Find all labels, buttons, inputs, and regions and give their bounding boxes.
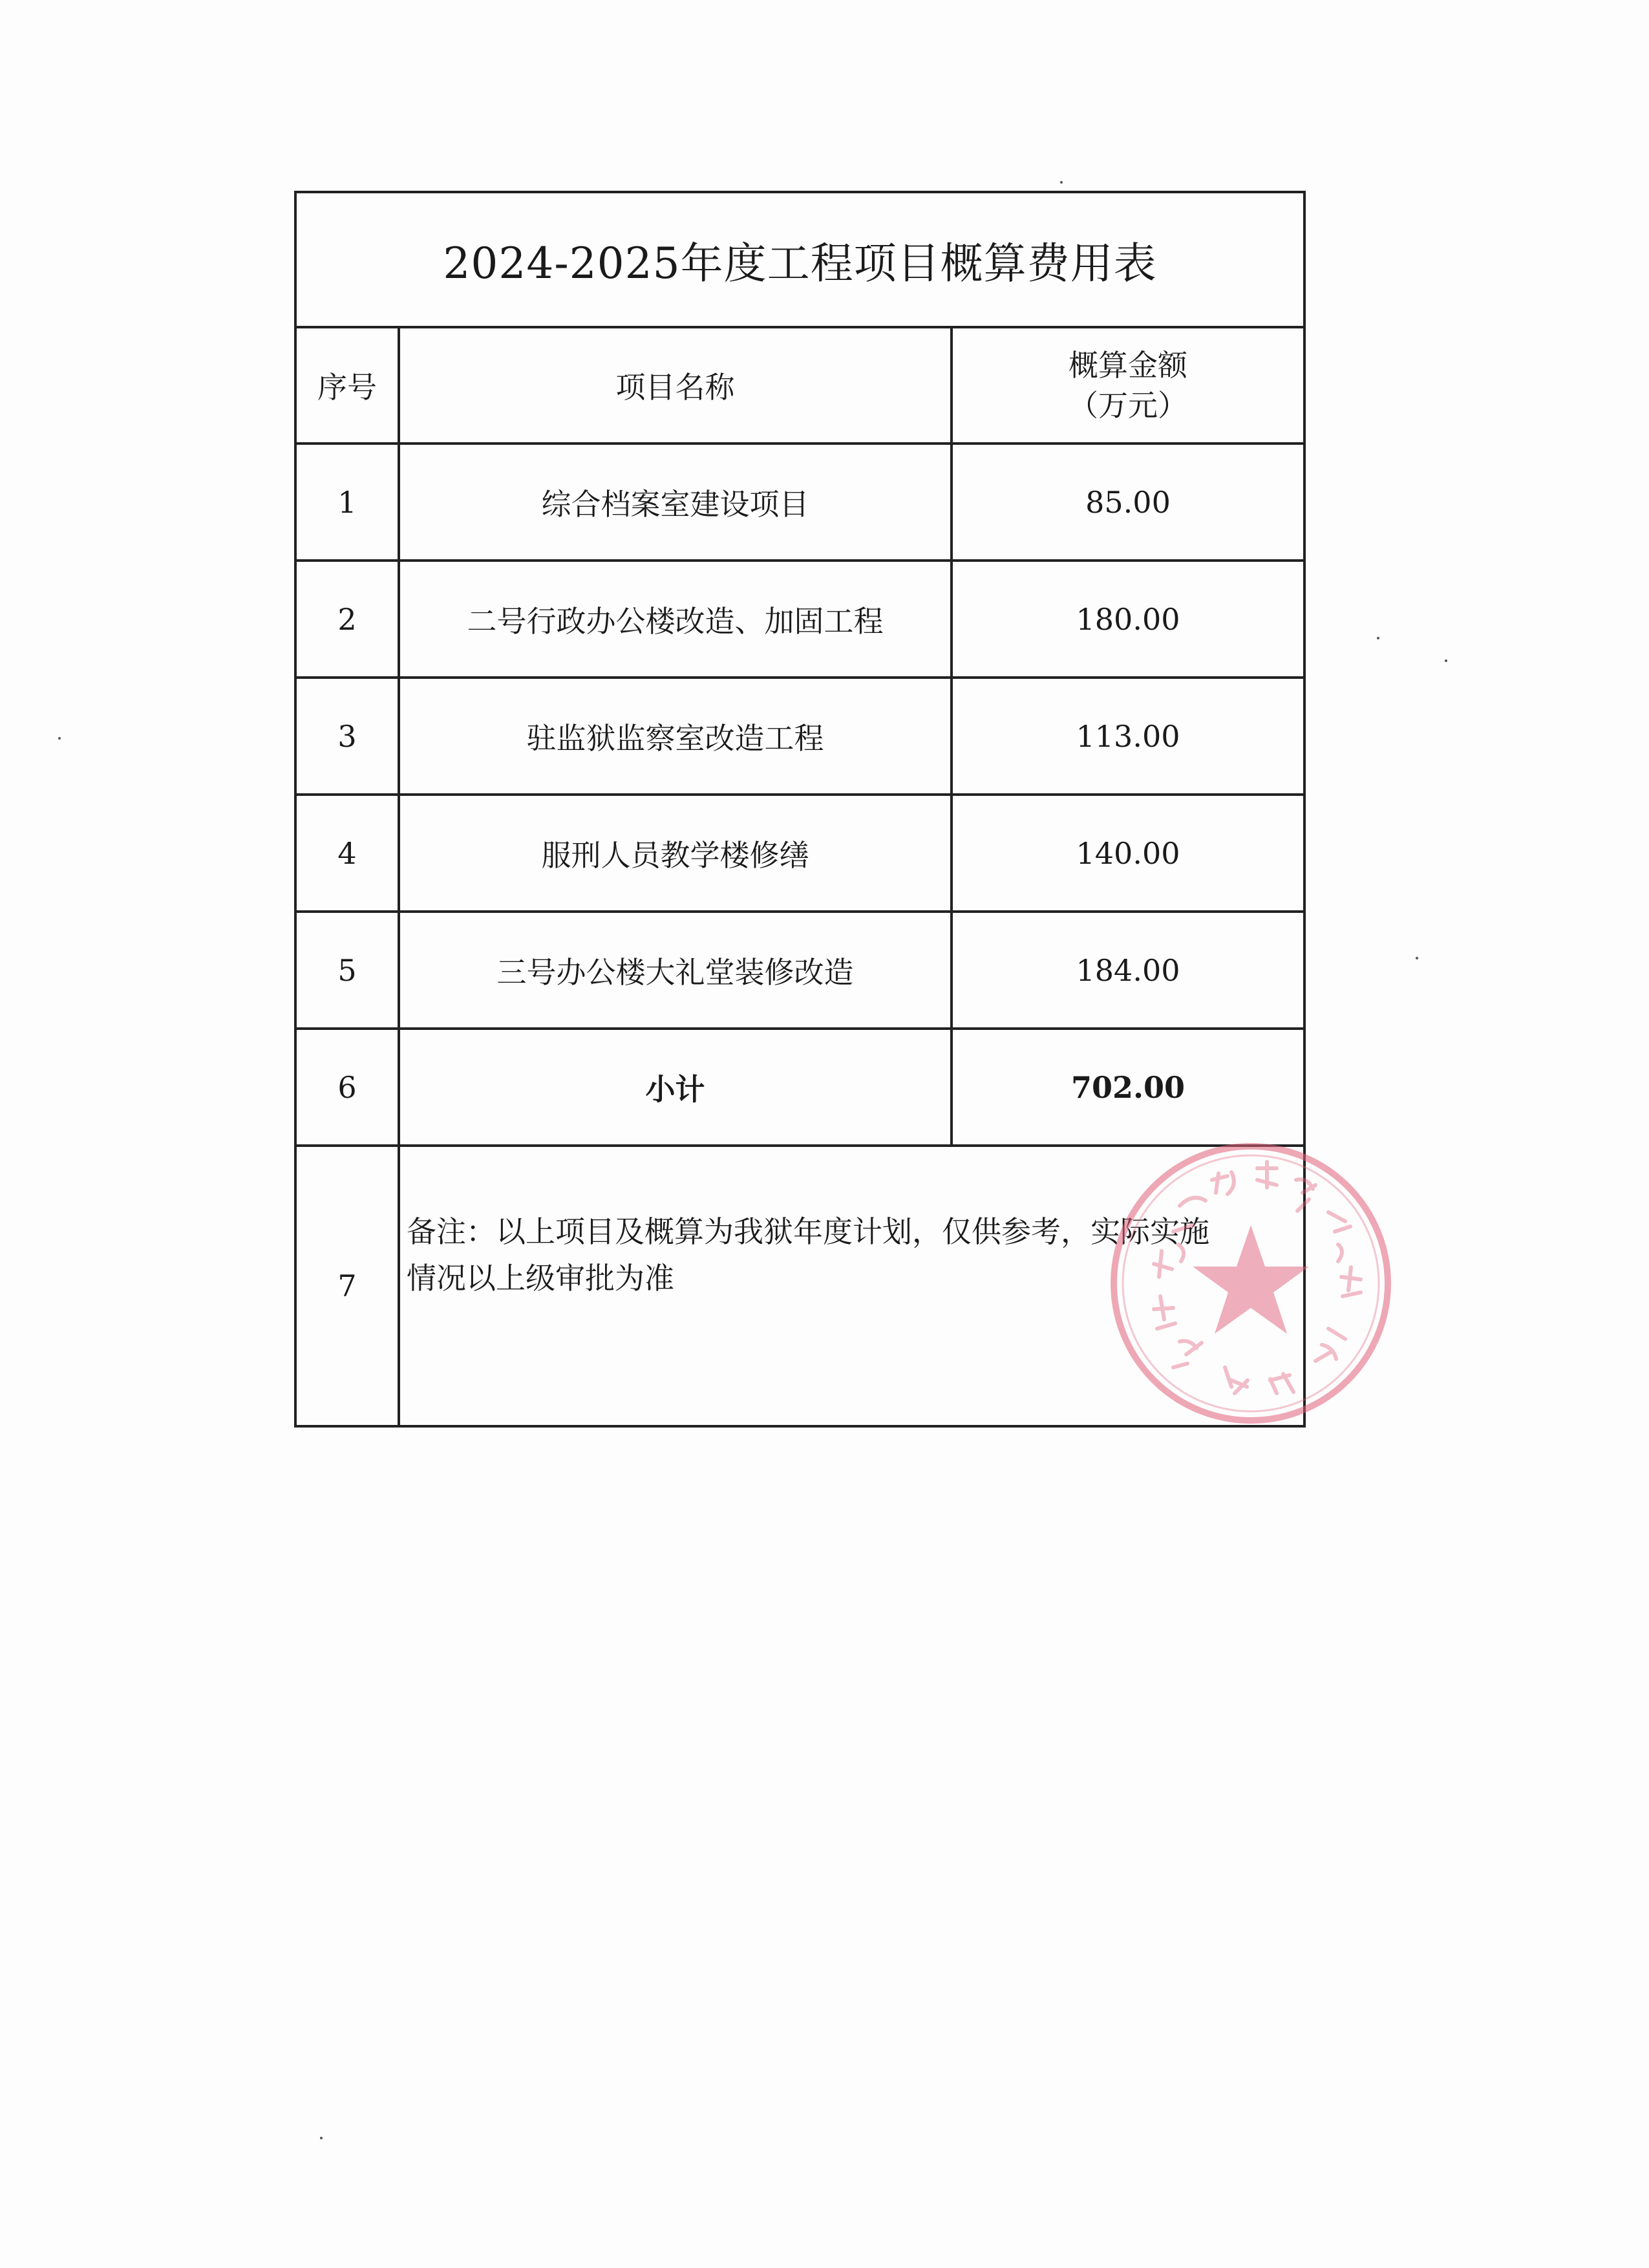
row-amount: 184.00 xyxy=(952,912,1303,1029)
subtotal-seq: 6 xyxy=(297,1029,399,1146)
scan-speck xyxy=(1377,637,1379,639)
table-row xyxy=(297,561,1303,678)
subtotal-label: 小计 xyxy=(399,1029,952,1146)
row-seq: 2 xyxy=(297,561,399,678)
note-line2: 情况以上级审批为准 xyxy=(407,1261,674,1296)
scan-speck xyxy=(1060,181,1063,184)
scan-speck xyxy=(320,2137,323,2139)
scan-speck xyxy=(1416,957,1418,959)
row-name: 驻监狱监察室改造工程 xyxy=(399,678,952,795)
header-amount-line2: （万元） xyxy=(1069,388,1187,423)
table-row xyxy=(297,444,1303,561)
scan-speck xyxy=(58,737,61,740)
header-seq: 序号 xyxy=(297,328,399,444)
header-amount-line1: 概算金额 xyxy=(1069,348,1187,383)
row-seq: 4 xyxy=(297,795,399,912)
table-row xyxy=(297,678,1303,795)
subtotal-row xyxy=(297,1029,1303,1146)
row-name: 三号办公楼大礼堂装修改造 xyxy=(399,912,952,1029)
row-name: 服刑人员教学楼修缮 xyxy=(399,795,952,912)
note-line1: 备注：以上项目及概算为我狱年度计划，仅供参考，实际实施 xyxy=(407,1214,1209,1249)
header-name: 项目名称 xyxy=(399,328,952,444)
row-name: 综合档案室建设项目 xyxy=(399,444,952,561)
table-row xyxy=(297,912,1303,1029)
row-amount: 113.00 xyxy=(952,678,1303,795)
row-amount: 180.00 xyxy=(952,561,1303,678)
note-seq: 7 xyxy=(297,1146,399,1425)
header-row xyxy=(297,328,1303,444)
table-title: 2024-2025年度工程项目概算费用表 xyxy=(297,193,1303,328)
row-amount: 85.00 xyxy=(952,444,1303,561)
header-amount xyxy=(952,328,1303,444)
table-row xyxy=(297,795,1303,912)
red-star-seal-icon xyxy=(1102,1135,1399,1432)
scan-speck xyxy=(1445,659,1447,662)
row-amount: 140.00 xyxy=(952,795,1303,912)
row-seq: 3 xyxy=(297,678,399,795)
row-seq: 5 xyxy=(297,912,399,1029)
row-seq: 1 xyxy=(297,444,399,561)
subtotal-amount: 702.00 xyxy=(952,1029,1303,1146)
row-name: 二号行政办公楼改造、加固工程 xyxy=(399,561,952,678)
